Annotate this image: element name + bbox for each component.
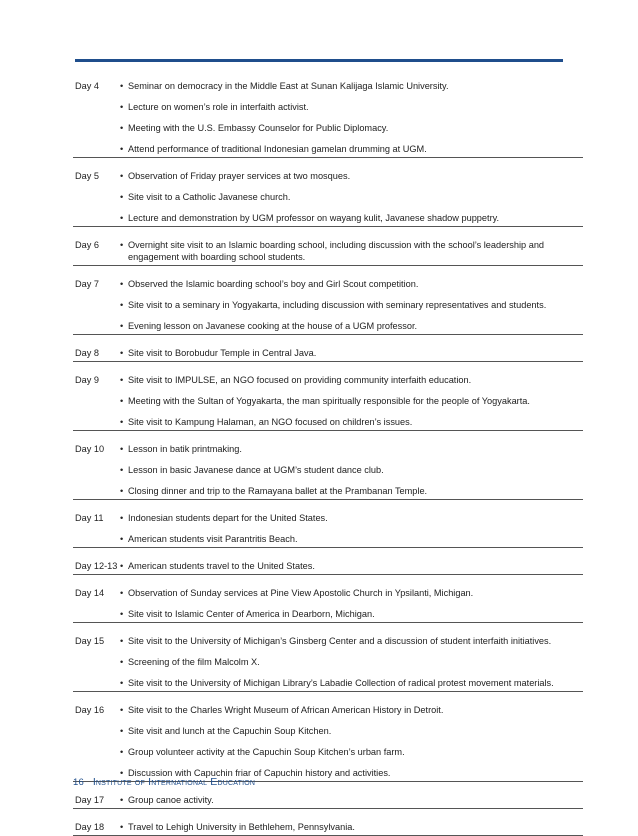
- bullet-icon: •: [120, 144, 124, 154]
- activity-list: [120, 551, 583, 572]
- activity-item: [120, 560, 583, 572]
- activity-text: American students visit Parantritis Beach.: [128, 534, 298, 544]
- activity-text: Site visit to the Charles Wright Museum of African American History in Detroit.: [128, 705, 444, 715]
- bullet-icon: •: [120, 192, 124, 202]
- activity-list: [120, 695, 583, 779]
- bullet-icon: •: [120, 279, 124, 289]
- bullet-icon: •: [120, 300, 124, 310]
- activity-item: [120, 101, 583, 113]
- day-row: [73, 548, 583, 575]
- day-label: Day 12-13: [75, 561, 118, 571]
- day-row: [73, 692, 583, 782]
- activity-item: [120, 416, 583, 428]
- activity-item: [120, 212, 583, 224]
- activity-text: Site visit to the University of Michigan’s Ginsberg Center and a discussion of student interfaith initiatives.: [128, 636, 552, 646]
- bullet-icon: •: [120, 465, 124, 475]
- day-label: Day 4: [75, 81, 100, 91]
- activity-item: [120, 170, 583, 182]
- activity-item: [120, 443, 583, 455]
- activity-item: [120, 239, 583, 263]
- activity-item: [120, 608, 583, 620]
- organization-name: Institute of International Education: [92, 776, 256, 788]
- bullet-icon: •: [120, 240, 124, 250]
- bullet-icon: •: [120, 705, 124, 715]
- activity-text: Site visit to a seminary in Yogyakarta, including discussion with seminary representatives and students.: [128, 300, 547, 310]
- activity-item: [120, 122, 583, 134]
- activity-text: Site visit and lunch at the Capuchin Soup Kitchen.: [128, 726, 332, 736]
- day-label: Day 8: [75, 348, 100, 358]
- activity-item: [120, 143, 583, 155]
- activity-list: [120, 161, 583, 224]
- activity-text: Site visit to IMPULSE, an NGO focused on providing community interfaith education.: [128, 375, 472, 385]
- activity-item: [120, 746, 583, 758]
- day-row: [73, 158, 583, 227]
- activity-text: Seminar on democracy in the Middle East at Sunan Kalijaga Islamic University.: [128, 81, 449, 91]
- activity-item: [120, 320, 583, 332]
- day-row: [73, 362, 583, 431]
- activity-text: Lecture on women’s role in interfaith activist.: [128, 102, 309, 112]
- activity-item: [120, 794, 583, 806]
- activity-text: Lesson in batik printmaking.: [128, 444, 242, 454]
- activity-text: Site visit to the University of Michigan Library’s Labadie Collection of radical protest movement materials.: [128, 678, 554, 688]
- activity-text: Observed the Islamic boarding school’s boy and Girl Scout competition.: [128, 279, 419, 289]
- activity-item: [120, 725, 583, 737]
- bullet-icon: •: [120, 81, 124, 91]
- activity-text: Closing dinner and trip to the Ramayana ballet at the Prambanan Temple.: [128, 486, 428, 496]
- activity-text: Site visit to a Catholic Javanese church.: [128, 192, 291, 202]
- page-footer: [73, 776, 255, 788]
- day-label: Day 18: [75, 822, 105, 832]
- day-row: [73, 431, 583, 500]
- bullet-icon: •: [120, 768, 124, 778]
- activity-list: [120, 338, 583, 359]
- bullet-icon: •: [120, 123, 124, 133]
- activity-list: [120, 434, 583, 497]
- activity-list: [120, 785, 583, 806]
- activity-text: Discussion with Capuchin friar of Capuchin history and activities.: [128, 768, 391, 778]
- bullet-icon: •: [120, 636, 124, 646]
- activity-item: [120, 278, 583, 290]
- day-label: Day 16: [75, 705, 105, 715]
- activity-list: [120, 71, 583, 155]
- activity-text: Lecture and demonstration by UGM professor on wayang kulit, Javanese shadow puppetry.: [128, 213, 500, 223]
- bullet-icon: •: [120, 561, 124, 571]
- bullet-icon: •: [120, 171, 124, 181]
- activity-text: American students travel to the United States.: [128, 561, 315, 571]
- day-row: [73, 500, 583, 548]
- activity-text: Screening of the film Malcolm X.: [128, 657, 260, 667]
- activity-list: [120, 578, 583, 620]
- day-label: Day 7: [75, 279, 100, 289]
- activity-item: [120, 374, 583, 386]
- day-row: [73, 68, 583, 158]
- activity-list: [120, 626, 583, 689]
- activity-item: [120, 347, 583, 359]
- activity-text: Travel to Lehigh University in Bethlehem, Pennsylvania.: [128, 822, 355, 832]
- activity-text: Group volunteer activity at the Capuchin Soup Kitchen’s urban farm.: [128, 747, 405, 757]
- bullet-icon: •: [120, 588, 124, 598]
- bullet-icon: •: [120, 102, 124, 112]
- day-label: Day 9: [75, 375, 100, 385]
- bullet-icon: •: [120, 534, 124, 544]
- activity-text: Lesson in basic Javanese dance at UGM’s student dance club.: [128, 465, 384, 475]
- day-label: Day 6: [75, 240, 100, 250]
- activity-text: Overnight site visit to an Islamic boarding school, including discussion with the school’s leadership and engagement with boarding school students.: [128, 240, 545, 262]
- bullet-icon: •: [120, 822, 124, 832]
- activity-item: [120, 656, 583, 668]
- bullet-icon: •: [120, 678, 124, 688]
- bullet-icon: •: [120, 321, 124, 331]
- bullet-icon: •: [120, 747, 124, 757]
- bullet-icon: •: [120, 348, 124, 358]
- activity-text: Attend performance of traditional Indonesian gamelan drumming at UGM.: [128, 144, 427, 154]
- bullet-icon: •: [120, 417, 124, 427]
- bullet-icon: •: [120, 444, 124, 454]
- activity-item: [120, 485, 583, 497]
- activity-list: [120, 503, 583, 545]
- activity-text: Site visit to Kampung Halaman, an NGO focused on children’s issues.: [128, 417, 413, 427]
- activity-text: Evening lesson on Javanese cooking at the house of a UGM professor.: [128, 321, 418, 331]
- day-row: [73, 227, 583, 266]
- itinerary-table: [73, 68, 583, 836]
- activity-item: [120, 512, 583, 524]
- activity-text: Meeting with the U.S. Embassy Counselor for Public Diplomacy.: [128, 123, 389, 133]
- activity-item: [120, 677, 583, 689]
- bullet-icon: •: [120, 609, 124, 619]
- activity-item: [120, 80, 583, 92]
- day-label: Day 11: [75, 513, 104, 523]
- bullet-icon: •: [120, 795, 124, 805]
- bullet-icon: •: [120, 513, 124, 523]
- day-row: [73, 266, 583, 335]
- activity-item: [120, 395, 583, 407]
- activity-item: [120, 635, 583, 647]
- bullet-icon: •: [120, 726, 124, 736]
- activity-item: [120, 464, 583, 476]
- activity-item: [120, 821, 583, 833]
- activity-text: Group canoe activity.: [128, 795, 214, 805]
- activity-item: [120, 587, 583, 599]
- day-label: Day 5: [75, 171, 100, 181]
- header-rule: [75, 59, 563, 62]
- activity-item: [120, 533, 583, 545]
- activity-text: Indonesian students depart for the United States.: [128, 513, 328, 523]
- activity-text: Meeting with the Sultan of Yogyakarta, the man spiritually responsible for the people of Yogyakarta.: [128, 396, 530, 406]
- activity-item: [120, 191, 583, 203]
- day-label: Day 15: [75, 636, 105, 646]
- activity-list: [120, 812, 583, 833]
- bullet-icon: •: [120, 213, 124, 223]
- bullet-icon: •: [120, 657, 124, 667]
- day-row: [73, 809, 583, 836]
- day-label: Day 17: [75, 795, 105, 805]
- activity-text: Observation of Sunday services at Pine View Apostolic Church in Ypsilanti, Michigan.: [128, 588, 474, 598]
- activity-text: Observation of Friday prayer services at two mosques.: [128, 171, 351, 181]
- activity-text: Site visit to Islamic Center of America in Dearborn, Michigan.: [128, 609, 375, 619]
- activity-item: [120, 704, 583, 716]
- activity-list: [120, 230, 583, 263]
- page-number: 16: [73, 777, 84, 788]
- activity-item: [120, 299, 583, 311]
- activity-text: Site visit to Borobudur Temple in Central Java.: [128, 348, 317, 358]
- day-label: Day 10: [75, 444, 105, 454]
- bullet-icon: •: [120, 396, 124, 406]
- day-row: [73, 623, 583, 692]
- bullet-icon: •: [120, 375, 124, 385]
- activity-list: [120, 269, 583, 332]
- day-row: [73, 335, 583, 362]
- day-row: [73, 575, 583, 623]
- activity-list: [120, 365, 583, 428]
- bullet-icon: •: [120, 486, 124, 496]
- day-label: Day 14: [75, 588, 105, 598]
